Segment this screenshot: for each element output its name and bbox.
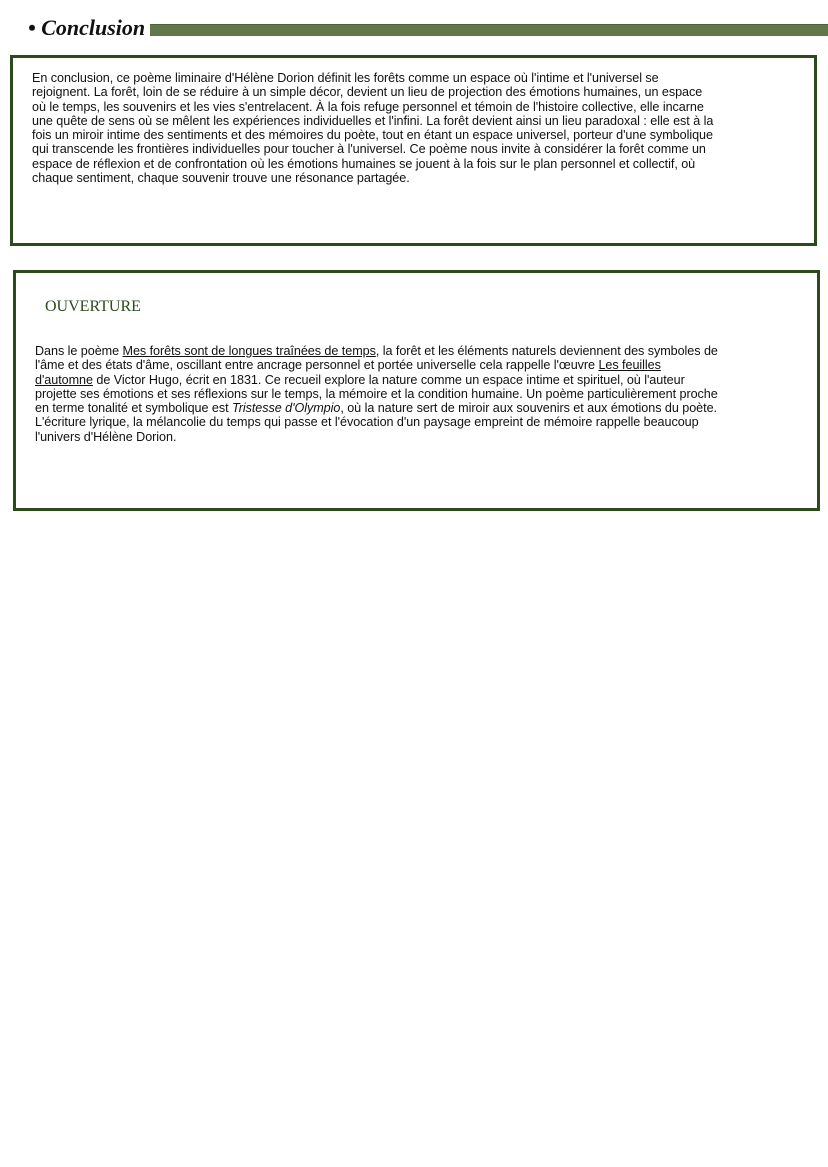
ouverture-box [13, 270, 820, 511]
text: , où la nature sert de miroir aux souvenirs et aux émotions du poète. [340, 401, 717, 416]
text-line: où le temps, les souvenirs et les vies s'entrelacent. À la fois refuge personnel et témoin de l'histoire collective, elle incarne [32, 99, 704, 114]
text: de Victor Hugo, écrit en 1831. Ce recueil explore la nature comme un espace intime et spirituel, où l'auteur [92, 372, 685, 387]
ouverture-heading: OUVERTURE [45, 298, 141, 315]
work-title: Les feuilles [598, 358, 661, 373]
poem-title: Mes forêts sont de longues traînées de temps [122, 344, 376, 358]
text-line: une quête de sens où se mêlent les expériences individuelles et l'infini. La forêt devient ainsi un lieu paradoxal : elle est à la [32, 113, 714, 128]
heading-divider-bar [150, 24, 828, 36]
text-line: En conclusion, ce poème liminaire d'Hélène Dorion définit les forêts comme un espace où l'intime et l'universel se [32, 71, 659, 85]
text-line: L'écriture lyrique, la mélancolie du temps qui passe et l'évocation d'un paysage empreint de mémoire rappelle beaucoup [35, 415, 699, 430]
text-line: l'univers d'Hélène Dorion. [35, 429, 177, 444]
conclusion-heading: • Conclusion [28, 15, 146, 40]
poem-title: Tristesse d'Olympio [232, 401, 341, 416]
text-line: projette ses émotions et ses réflexions sur le temps, la mémoire et la condition humaine. Un poème particulièrement proche [35, 386, 718, 401]
text: en terme tonalité et symbolique est [35, 401, 233, 416]
conclusion-box [10, 55, 817, 246]
text-line: espace de réflexion et de confrontation où les émotions humaines se jouent à la fois sur le plan personnel et collectif, où [32, 156, 696, 171]
ouverture-paragraph [35, 344, 718, 444]
text-line: fois un miroir intime des sentiments et des mémoires du poète, tout en étant un espace universel, porteur d'une symbolique [32, 128, 713, 143]
work-title: d'automne [35, 372, 93, 387]
text-line [35, 401, 718, 415]
text-line [35, 358, 718, 372]
text-line [35, 344, 718, 358]
text: l'âme et des états d'âme, oscillant entre ancrage personnel et portée universelle cela rappelle l'œuvre [35, 358, 599, 373]
text-line: chaque sentiment, chaque souvenir trouve une résonance partagée. [32, 171, 410, 186]
conclusion-paragraph [32, 71, 713, 185]
text-line: qui transcende les frontières individuelles pour toucher à l'universel. Ce poème nous invite à considérer la forêt comme un [32, 142, 706, 157]
text-line: rejoignent. La forêt, loin de se réduire à un simple décor, devient un lieu de projection des émotions humaines, un espace [32, 85, 703, 100]
text: Dans le poème [35, 344, 123, 358]
text-line [35, 373, 718, 387]
text: , la forêt et les éléments naturels deviennent des symboles de [375, 344, 718, 358]
